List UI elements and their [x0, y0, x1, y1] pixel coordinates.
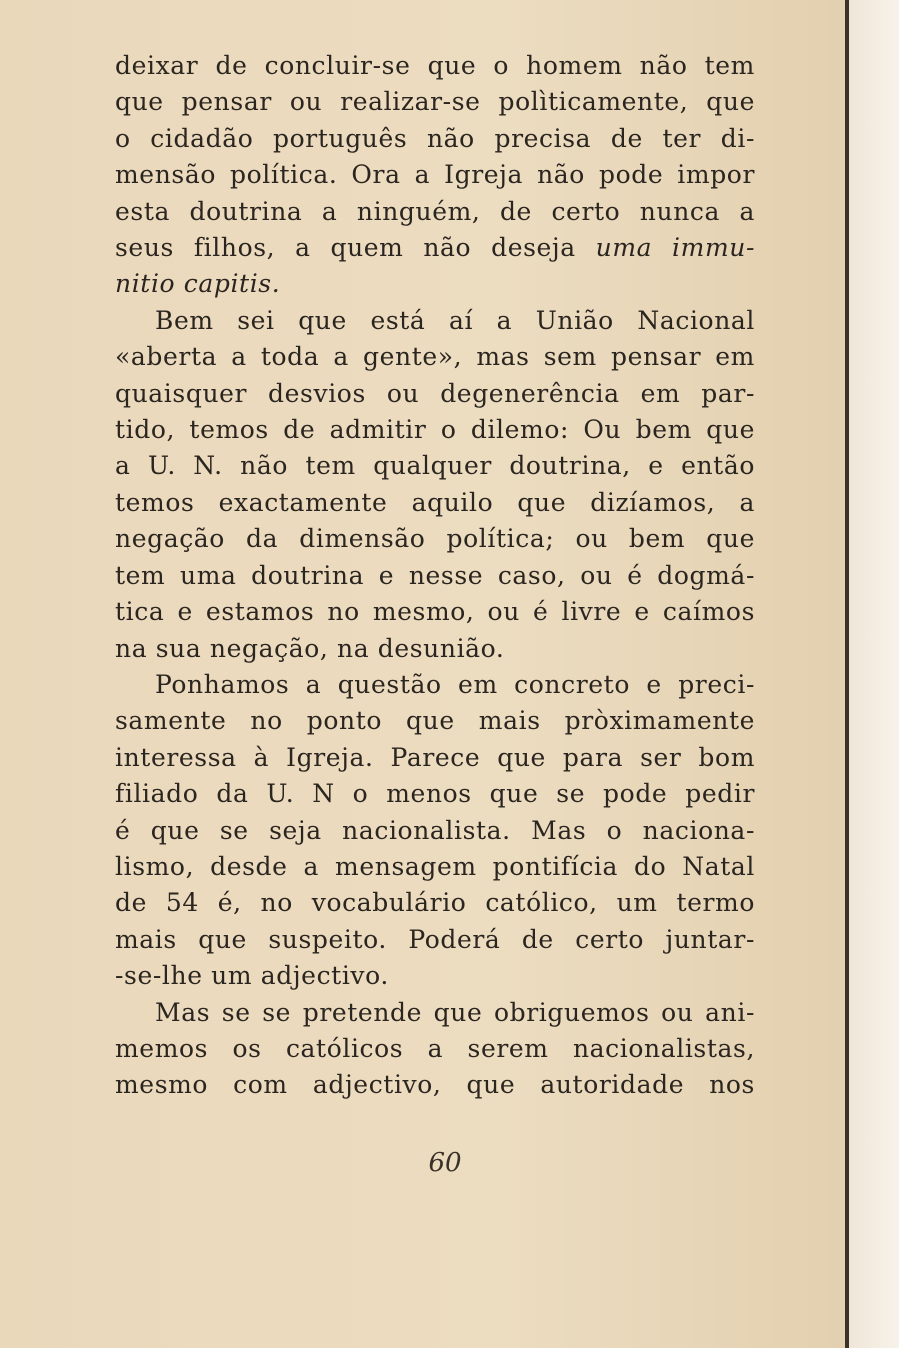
text-line: interessa à Igreja. Parece que para ser bom	[115, 742, 755, 772]
paragraph	[115, 667, 755, 995]
paragraph	[115, 995, 755, 1104]
text-line: memos os católicos a serem nacionalistas,	[115, 1033, 755, 1063]
adjacent-page-strip	[849, 0, 899, 1348]
text-line: a U. N. não tem qualquer doutrina, e então	[115, 451, 755, 481]
text-line: mais que suspeito. Poderá de certo juntar-	[115, 924, 755, 954]
text-line: tido, temos de admitir o dilemo: Ou bem que	[115, 415, 755, 445]
text-line: na sua negação, na desunião.	[115, 633, 505, 663]
paragraph	[115, 303, 755, 667]
text-line: Bem sei que está aí a União Nacional	[155, 305, 755, 335]
text-line: filiado da U. N o menos que se pode pedir	[115, 779, 755, 809]
paragraph	[115, 48, 755, 303]
text-line: que pensar ou realizar-se polìticamente, que	[115, 87, 755, 117]
text-line: quaisquer desvios ou degenerência em par-	[115, 378, 755, 408]
text-line: nitio capitis.	[115, 269, 281, 299]
text-line: temos exactamente aquilo que dizíamos, a	[115, 487, 755, 517]
text-line: mesmo com adjectivo, que autoridade nos	[115, 1070, 755, 1100]
text-line: seus filhos, a quem não deseja uma immu-	[115, 233, 756, 263]
text-line: lismo, desde a mensagem pontifícia do Natal	[115, 851, 755, 881]
text-line: tica e estamos no mesmo, ou é livre e caímos	[115, 597, 755, 627]
text-line: Ponhamos a questão em concreto e preci-	[155, 669, 755, 699]
body-text	[115, 48, 755, 1104]
text-line: esta doutrina a ninguém, de certo nunca a	[115, 196, 755, 226]
text-line: deixar de concluir-se que o homem não tem	[115, 51, 755, 80]
text-line: o cidadão português não precisa de ter di-	[115, 123, 755, 153]
text-line: tem uma doutrina e nesse caso, ou é dogmá-	[115, 560, 755, 590]
text-line: negação da dimensão política; ou bem que	[115, 524, 755, 554]
text-line: -se-lhe um adjectivo.	[115, 961, 389, 991]
text-line: é que se seja nacionalista. Mas o naciona-	[115, 815, 755, 845]
text-line: samente no ponto que mais pròximamente	[115, 706, 755, 736]
page-number: 60	[428, 1148, 462, 1178]
text-line: de 54 é, no vocabulário católico, um termo	[115, 888, 755, 918]
text-line: Mas se se pretende que obriguemos ou ani-	[155, 997, 755, 1027]
text-line: mensão política. Ora a Igreja não pode impor	[115, 160, 755, 190]
text-line: «aberta a toda a gente», mas sem pensar em	[115, 342, 755, 372]
